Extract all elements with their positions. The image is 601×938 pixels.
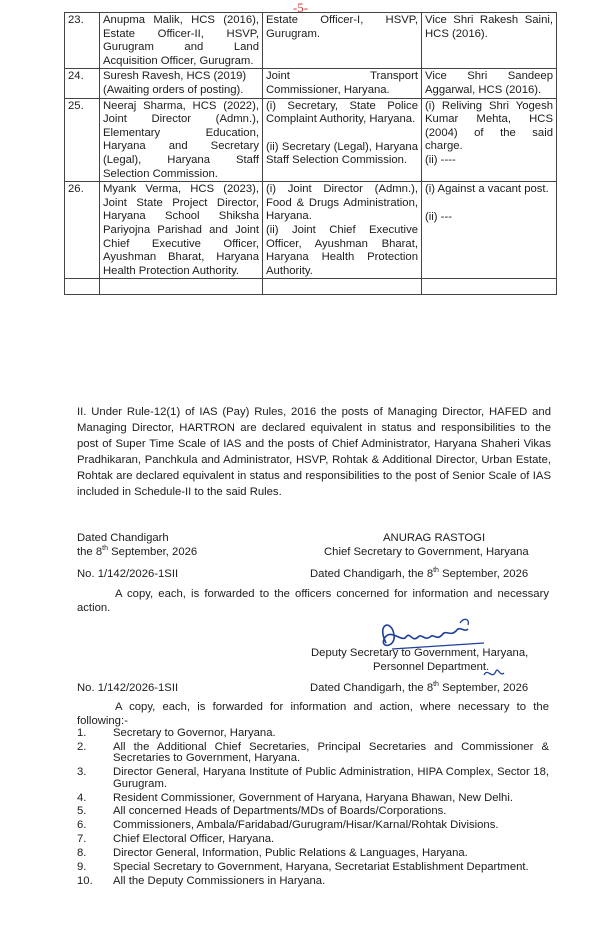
list-item: 5. All concerned Heads of Departments/MDs of Boards/Corporations. [77, 805, 447, 818]
list-item: 1. Secretary to Governor, Haryana. [77, 727, 276, 739]
page-number: -5- [292, 0, 309, 15]
remarks-cell: (i) Reliving Shri Yogesh Kumar Mehta, HCS (2004) of the said charge. (ii) ---- [422, 98, 557, 182]
table-row [65, 13, 557, 69]
posting-cell: (i) Joint Director (Admn.), Food & Drugs Administration, Haryana. (ii) Joint Chief Executive Officer, Ayushman Bharat, Haryana Health Protection Authority. [263, 182, 422, 279]
dated-place: Dated Chandigarh [77, 532, 169, 544]
department-name: Personnel Department. [373, 661, 490, 673]
table-row [65, 98, 557, 182]
serial-number: 26. [65, 182, 100, 279]
list-item: 3. Director General, Haryana Institute of Public Administration, HIPA Complex, Sector 18, Gurugram. [77, 766, 549, 790]
posting-cell: Estate Officer-I, HSVP, Gurugram. [263, 13, 422, 69]
officer-name-cell: Myank Verma, HCS (2023), Joint State Project Director, Haryana School Shiksha Pariyojna Parishad and Joint Chief Executive Officer, Ayushman Bharat, Haryana Health Protection Authority. [100, 182, 263, 279]
remarks-cell: Vice Shri Sandeep Aggarwal, HCS (2016). [422, 69, 557, 98]
list-item: 8. Director General, Information, Public Relations & Languages, Haryana. [77, 847, 468, 860]
signatory-name: ANURAG RASTOGI [383, 532, 486, 544]
signatory-title: Chief Secretary to Government, Haryana [324, 546, 529, 558]
table-row [65, 69, 557, 98]
reference-number: No. 1/142/2026-1SII [77, 568, 179, 580]
deputy-secretary-title: Deputy Secretary to Government, Haryana, [311, 647, 529, 659]
table-row [65, 279, 557, 295]
list-item: 10. All the Deputy Commissioners in Haryana. [77, 874, 326, 887]
officer-name-cell: Neeraj Sharma, HCS (2022), Joint Director (Admn.), Elementary Education, Haryana and Secretary (Legal), Haryana Staff Selection Commission. [100, 98, 263, 182]
rule-12-paragraph: II. Under Rule-12(1) of IAS (Pay) Rules, 2016 the posts of Managing Director, HAFED and Managing Director, HARTRON are declared equivalent in status and responsibilities to the post of Super Time Scale of IAS and the posts of Chief Administrator, Haryana Shaheri Vikas Pradhikaran, Panchkula and Administrator, HSVP, Rohtak & Additional Director, Urban Estate, Rohtak are declared equivalent in status and responsibilities to the post of Senior Scale of IAS included in Schedule-II to the said Rules. [77, 406, 551, 498]
posting-cell: (i) Secretary, State Police Complaint Authority, Haryana. (ii) Secretary (Legal), Haryana Staff Selection Commission. [263, 98, 422, 182]
officer-name-cell: Suresh Ravesh, HCS (2019) (Awaiting orders of posting). [100, 69, 263, 98]
list-item: 4. Resident Commissioner, Government of Haryana, Haryana Bhawan, New Delhi. [77, 791, 513, 804]
list-item: 6. Commissioners, Ambala/Faridabad/Gurugram/Hisar/Karnal/Rohtak Divisions. [77, 819, 499, 832]
serial-number: 23. [65, 13, 100, 69]
serial-number: 24. [65, 69, 100, 98]
posting-orders-table [64, 12, 557, 295]
order-date: the 8th September, 2026 [77, 545, 198, 558]
list-item: 7. Chief Electoral Officer, Haryana. [77, 833, 275, 846]
table-row [65, 182, 557, 279]
list-item: 2. All the Additional Chief Secretaries, Principal Secretaries and Commissioner & Secretaries to Government, Haryana. [77, 740, 549, 765]
serial-number: 25. [65, 98, 100, 182]
reference-number: No. 1/142/2026-1SII [77, 682, 179, 694]
posting-cell: Joint Transport Commissioner, Haryana. [263, 69, 422, 98]
remarks-cell: (i) Against a vacant post. (ii) --- [422, 182, 557, 279]
reference-date: Dated Chandigarh, the 8th September, 2026 [310, 681, 529, 694]
reference-date: Dated Chandigarh, the 8th September, 2026 [310, 567, 529, 580]
officer-name-cell: Anupma Malik, HCS (2016), Estate Officer-II, HSVP, Gurugram and Land Acquisition Officer, Gurugram. [100, 13, 263, 69]
copy-forward-note: A copy, each, is forwarded to the officers concerned for information and necessary action. [77, 588, 549, 614]
distribution-intro: A copy, each, is forwarded for information and action, where necessary to the following:- [77, 701, 549, 727]
distribution-list [77, 728, 549, 890]
list-item: 9. Special Secretary to Government, Haryana, Secretariat Establishment Department. [77, 861, 529, 874]
remarks-cell: Vice Shri Rakesh Saini, HCS (2016). [422, 13, 557, 69]
